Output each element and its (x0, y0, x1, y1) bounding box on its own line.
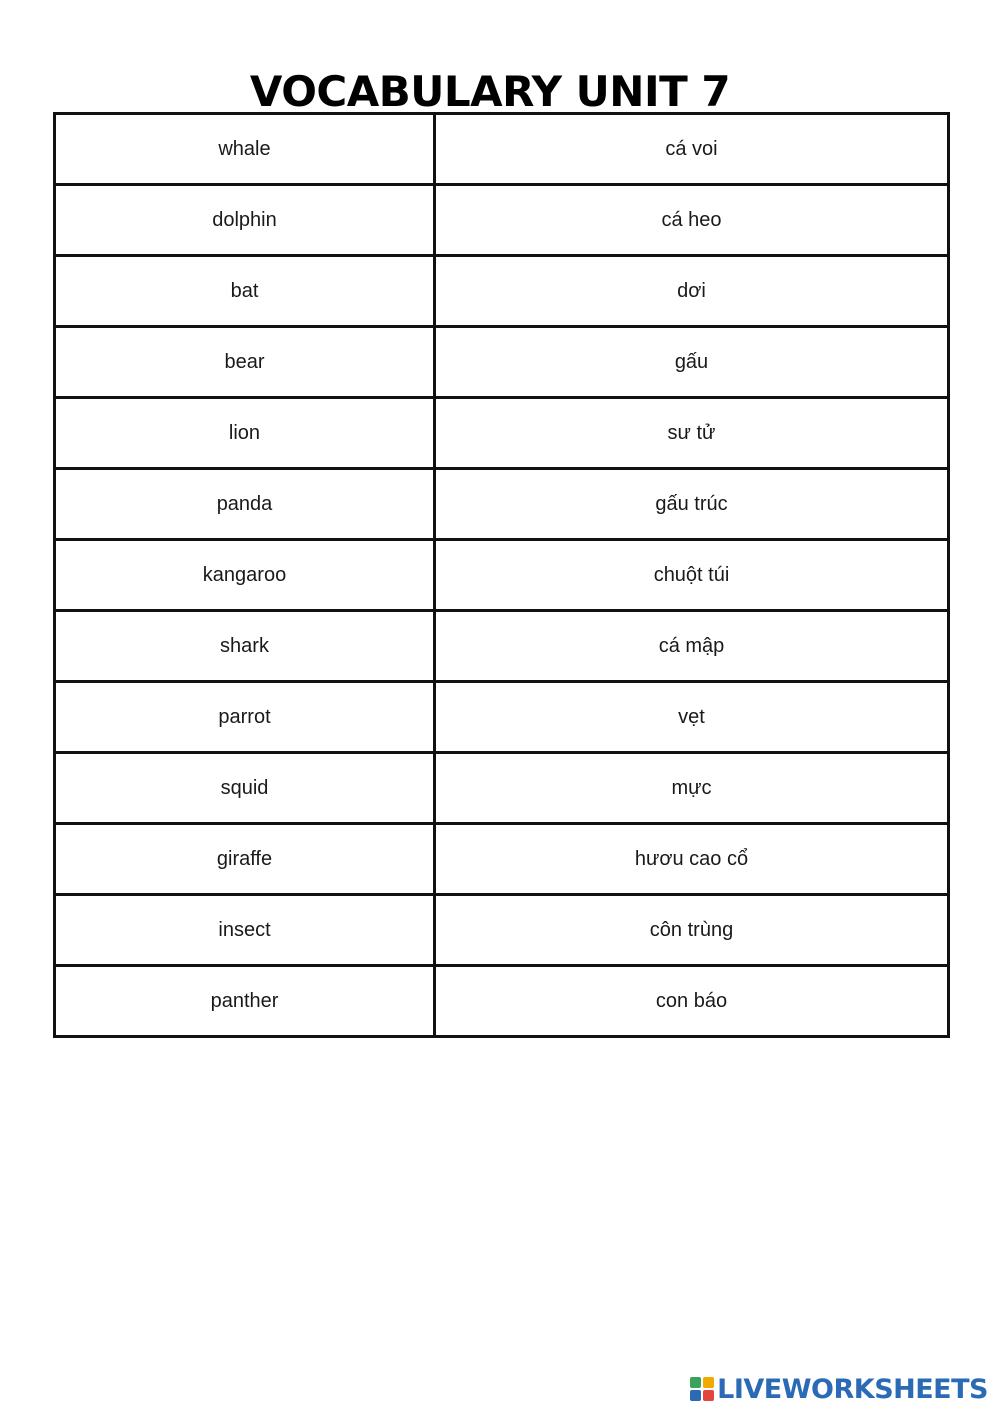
vietnamese-word: mực (435, 753, 949, 824)
vietnamese-word: hươu cao cổ (435, 824, 949, 895)
vietnamese-word: gấu trúc (435, 469, 949, 540)
page-title: VOCABULARY UNIT 7 (249, 67, 731, 117)
english-word: whale (55, 114, 435, 185)
brand-name: LIVEWORKSHEETS (717, 1373, 988, 1405)
table-row (55, 895, 949, 966)
vietnamese-word: côn trùng (435, 895, 949, 966)
table-row (55, 327, 949, 398)
liveworksheets-brand[interactable] (690, 1372, 988, 1406)
english-word: bear (55, 327, 435, 398)
english-word: kangaroo (55, 540, 435, 611)
logo-square-yellow (703, 1377, 714, 1388)
english-word: lion (55, 398, 435, 469)
table-row (55, 185, 949, 256)
logo-square-red (703, 1390, 714, 1401)
english-word: panda (55, 469, 435, 540)
english-word: giraffe (55, 824, 435, 895)
english-word: parrot (55, 682, 435, 753)
english-word: shark (55, 611, 435, 682)
logo-square-blue (690, 1390, 701, 1401)
english-word: dolphin (55, 185, 435, 256)
table-row (55, 114, 949, 185)
vocabulary-table-body (55, 114, 949, 1037)
liveworksheets-logo-icon (690, 1377, 714, 1401)
english-word: squid (55, 753, 435, 824)
vietnamese-word: sư tử (435, 398, 949, 469)
vietnamese-word: dơi (435, 256, 949, 327)
vietnamese-word: cá mập (435, 611, 949, 682)
vietnamese-word: cá heo (435, 185, 949, 256)
table-row (55, 682, 949, 753)
english-word: bat (55, 256, 435, 327)
logo-square-green (690, 1377, 701, 1388)
vietnamese-word: cá voi (435, 114, 949, 185)
table-row (55, 256, 949, 327)
table-row (55, 398, 949, 469)
vietnamese-word: vẹt (435, 682, 949, 753)
english-word: panther (55, 966, 435, 1037)
table-row (55, 469, 949, 540)
table-row (55, 966, 949, 1037)
vietnamese-word: chuột túi (435, 540, 949, 611)
table-row (55, 824, 949, 895)
table-row (55, 540, 949, 611)
english-word: insect (55, 895, 435, 966)
vietnamese-word: gấu (435, 327, 949, 398)
table-row (55, 611, 949, 682)
vietnamese-word: con báo (435, 966, 949, 1037)
vocabulary-table (53, 112, 950, 1038)
table-row (55, 753, 949, 824)
